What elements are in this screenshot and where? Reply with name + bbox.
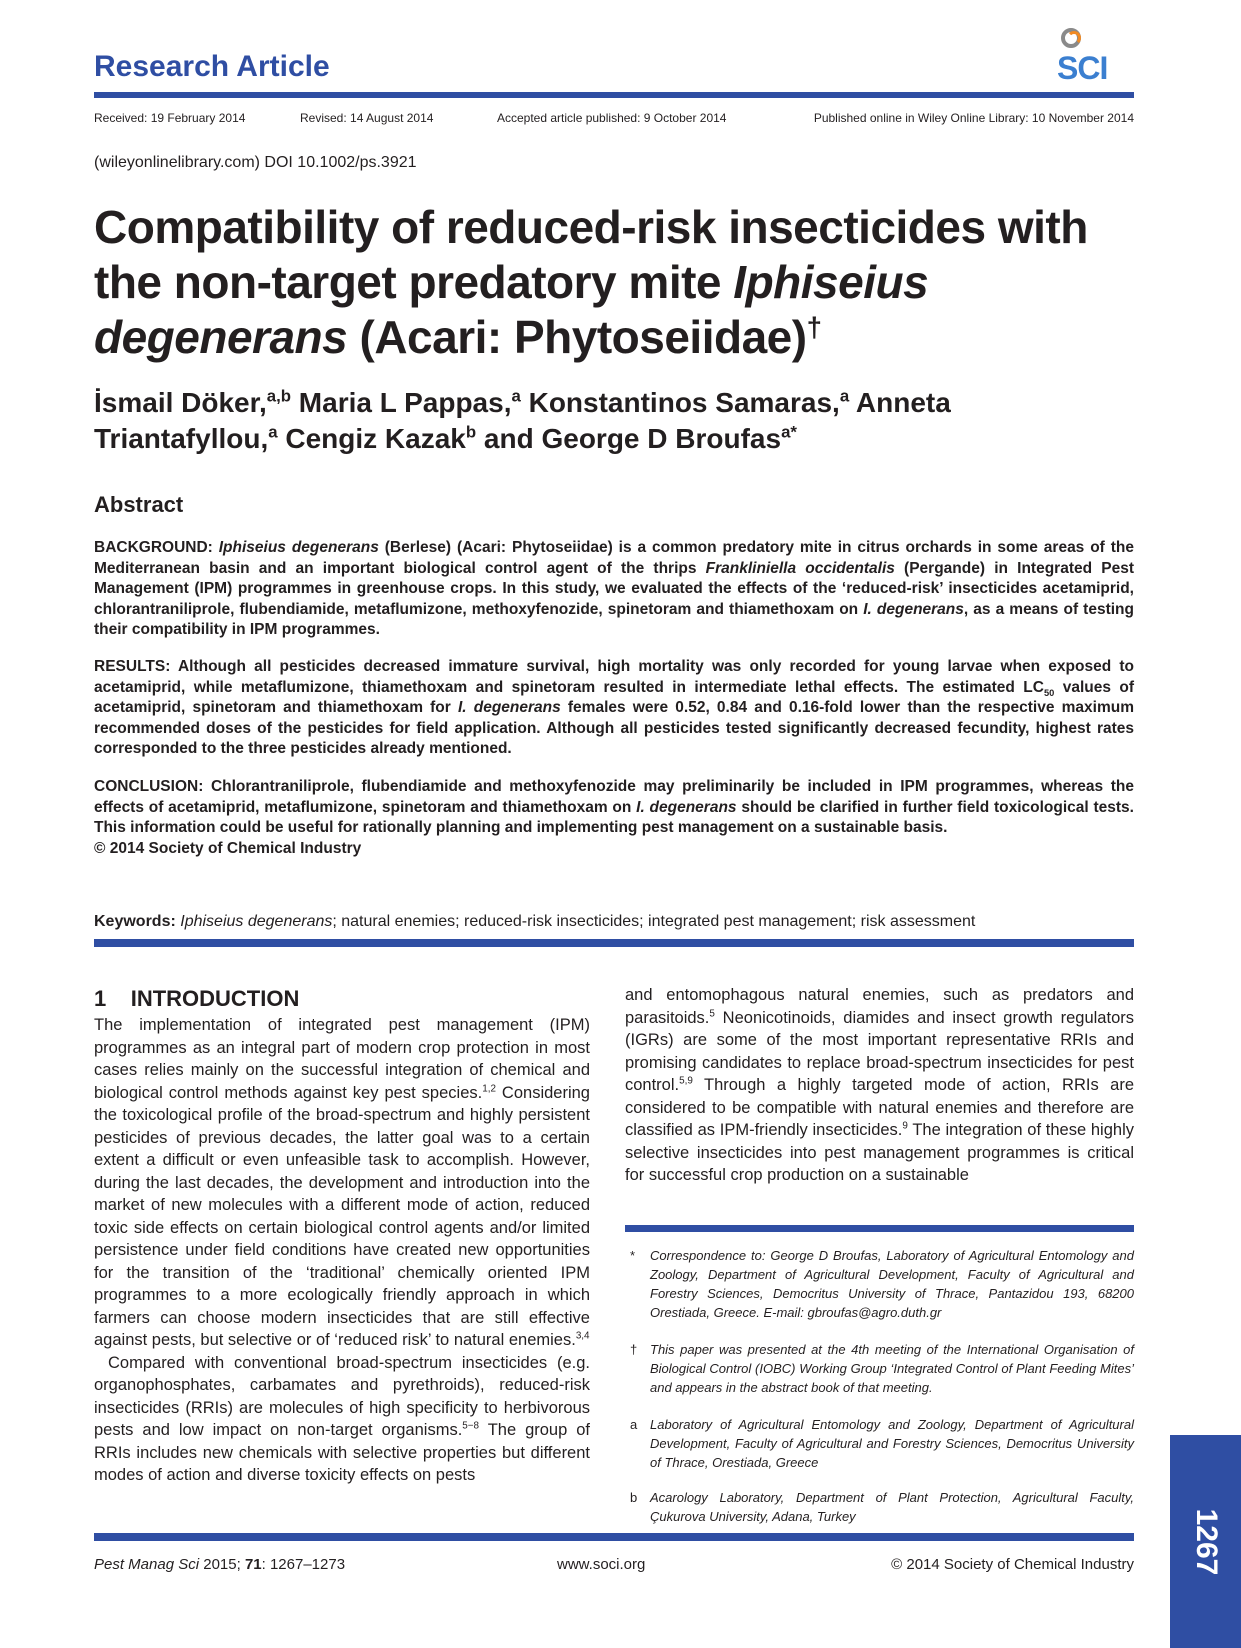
footer-rule <box>94 1533 1134 1541</box>
intro-left-column <box>94 1014 590 1487</box>
article-title: Compatibility of reduced-risk insecticides with the non-target predatory mite Iphiseius degenerans (Acari: Phytoseiidae)† <box>94 201 1088 363</box>
abstract-conclusion: CONCLUSION: Chlorantraniliprole, flubendiamide and methoxyfenozide may preliminarily be included in IPM programmes, whereas the effects of acetamiprid, metaflumizone, spinetoram and thiamethoxam on I. degenerans should be clarified in further field toxicological tests. This information could be useful for rationally planning and implementing pest management on a sustainable basis. © 2014 Society of Chemical Industry <box>94 778 1134 857</box>
logo-text: SCI <box>1057 50 1108 86</box>
author-list: İsmail Döker,$^{a,b}$ Maria L Pappas,$^a$ Konstantinos Samaras,$^a$ Anneta Triantafyllou,$^a$ Cengiz Kazak$^b$ and George D Broufas$^{a*}$ <box>94 386 951 454</box>
abstract-rule <box>94 939 1134 947</box>
doi: (wileyonlinelibrary.com) DOI 10.1002/ps.3921 <box>94 154 417 171</box>
abstract-copyright: © 2014 Society of Chemical Industry <box>94 839 362 857</box>
author-name: Anneta Triantafyllou, <box>94 387 951 454</box>
published-date: Published online in Wiley Online Library: 10 November 2014 <box>813 111 1134 125</box>
footnote-presentation: † This paper was presented at the 4th meeting of the International Organisation of Biological Control (IOBC) Working Group ‘Integrated Control of Plant Feeding Mites’ and appears in the abstract book of that meeting. <box>630 1342 1134 1395</box>
revised-date: Revised: 14 August 2014 <box>300 111 434 125</box>
received-date: Received: 19 February 2014 <box>94 111 246 125</box>
footnote-affiliation-b: b Acarology Laboratory, Department of Plant Protection, Agricultural Faculty, Çukurova University, Adana, Turkey <box>630 1490 1134 1524</box>
journal-website[interactable]: www.soci.org <box>557 1556 646 1573</box>
logo-arc-icon <box>1067 31 1081 45</box>
author-name: Cengiz Kazak <box>277 423 466 454</box>
abstract-heading: Abstract <box>94 492 184 517</box>
footnote-affiliation-a: a Laboratory of Agricultural Entomology and Zoology, Department of Agricultural Development, Faculty of Agricultural and Forestry Sciences, Democritus University of Thrace, Orestiada, Greece <box>630 1417 1134 1470</box>
page-number: 1267 <box>1189 1508 1223 1575</box>
section-heading: 1 INTRODUCTION <box>94 986 300 1011</box>
footnote-list <box>630 1246 1134 1526</box>
section-label: Research Article <box>94 50 330 83</box>
intro-right-column <box>625 984 1134 1187</box>
author-name: Konstantinos Samaras, <box>520 387 840 418</box>
footnote-correspondence: * Correspondence to: George D Broufas, Laboratory of Agricultural Entomology and Zoology, Department of Agricultural Development, Faculty of Agricultural and Forestry Sciences, Democritus University of Thrace, Pantazidou 193, 68200 Orestiada, Greece. E-mail: gbroufas@agro.duth.gr <box>630 1248 1134 1320</box>
author-name: Maria L Pappas, <box>291 387 512 418</box>
footnote-rule <box>625 1225 1134 1232</box>
accepted-date: Accepted article published: 9 October 2014 <box>497 111 727 125</box>
author-name: İsmail Döker, <box>94 387 267 418</box>
author-name: and George D Broufas <box>476 423 782 454</box>
paragraph: Compared with conventional broad-spectrum insecticides (e.g. organophosphates, carbamates and pyrethroids), reduced-risk insecticides (RRIs) are molecules of high specificity to herbivorous pests and low impact on non-target organisms.$^{5-8}$ The group of RRIs includes new chemicals with selective properties but different modes of action and diverse toxicity effects on pests <box>94 1353 590 1484</box>
footer-copyright: © 2014 Society of Chemical Industry <box>891 1556 1134 1573</box>
abstract-results: RESULTS: Although all pesticides decreased immature survival, high mortality was only recorded for young larvae when exposed to acetamiprid, while metaflumizone, thiamethoxam and spinetoram resulted in intermediate lethal effects. The estimated $LC_{50}$ values of acetamiprid, spinetoram and thiamethoxam for I. degenerans females were 0.52, 0.84 and 0.16-fold lower than the respective maximum recommended doses of the pesticides for field application. Although all pesticides tested significantly decreased fecundity, highest rates corresponded to the three pesticides already mentioned. <box>94 658 1134 757</box>
sci-logo <box>1057 28 1131 84</box>
journal-citation: Pest Manag Sci 2015; 71: 1267–1273 <box>94 1556 346 1573</box>
keywords: Keywords: Iphiseius degenerans; natural enemies; reduced-risk insecticides; integrated pest management; risk assessment <box>94 913 976 930</box>
header-rule <box>94 92 1134 98</box>
paragraph: and entomophagous natural enemies, such as predators and parasitoids.$^5$ Neonicotinoids, diamides and insect growth regulators (IGRs) are some of the most important representative RRIs and promising candidates to replace broad-spectrum insecticides for pest control.$^{5,9}$ Through a highly targeted mode of action, RRIs are considered to be compatible with natural enemies and therefore are classified as IPM-friendly insecticides.$^9$ The integration of these highly selective insecticides into pest management programmes is critical for successful crop production on a sustainable <box>625 986 1134 1184</box>
page-number-tab <box>1170 1435 1241 1648</box>
paragraph: The implementation of integrated pest management (IPM) programmes as an integral part of modern crop protection in most cases relies mainly on the successful integration of chemical and biological control methods against key pest species.$^{1,2}$ Considering the toxicological profile of the broad-spectrum and highly persistent pesticides of previous decades, the latter goal was to a certain extent a difficult or even unfeasible task to accomplish. However, during the last decades, the development and introduction into the market of new molecules with a different mode of action, reduced toxic side effects on certain biological control agents and/or limited persistence under field conditions have created new opportunities for the transition of the ‘traditional’ chemically oriented IPM programmes to a more ecologically friendly approach in which farmers can choose modern insecticides that are still effective against pests, but selective or of ‘reduced risk’ to natural enemies.$^{3,4}$ <box>94 1016 590 1349</box>
abstract-background: BACKGROUND: Iphiseius degenerans (Berlese) (Acari: Phytoseiidae) is a common predatory mite in citrus orchards in some areas of the Mediterranean basin and an important biological control agent of the thrips Frankliniella occidentalis (Pergande) in Integrated Pest Management (IPM) programmes in greenhouse crops. In this study, we evaluated the effects of the ‘reduced-risk’ insecticides acetamiprid, chlorantraniliprole, flubendiamide, metaflumizone, methoxyfenozide, spinetoram and thiamethoxam on I. degenerans, as a means of testing their compatibility in IPM programmes. <box>94 539 1134 638</box>
